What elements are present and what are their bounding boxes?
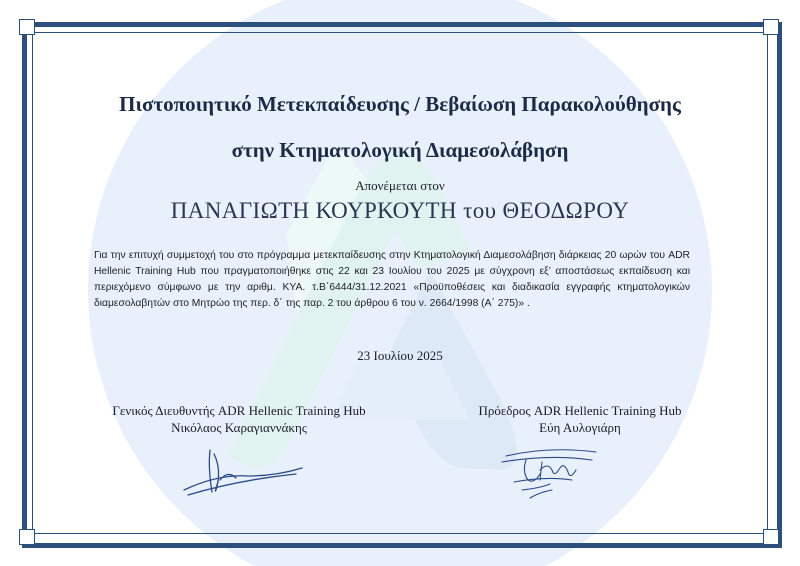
signatory-role: Πρόεδρος ADR Hellenic Training Hub (478, 403, 682, 418)
signatory-role: Γενικός Διευθυντής ADR Hellenic Training Hub (112, 403, 366, 418)
handwritten-signature-left (178, 440, 308, 500)
awarded-to-label: Απονέμεται στον (355, 178, 445, 193)
handwritten-signature-right (500, 440, 600, 506)
certificate-title: Πιστοποιητικό Μετεκπαίδευσης / Βεβαίωση Παρακολούθησης (119, 92, 681, 116)
certificate-date: 23 Ιουλίου 2025 (357, 348, 443, 363)
signature-block-right (420, 402, 740, 436)
signatory-name: Εύη Αυλογιάρη (539, 420, 621, 435)
signature-block-left (79, 402, 399, 436)
signatory-name: Νικόλαος Καραγιαννάκης (171, 420, 307, 435)
certificate-subtitle: στην Κτηματολογική Διαμεσολάβηση (231, 138, 569, 162)
certificate-body-text: Για την επιτυχή συμμετοχή του στο πρόγραμμα μετεκπαίδευσης στην Κτηματολογική Διαμεσολάβηση διάρκειας 20 ωρών του ADR Hellenic Training Hub που πραγματοποιήθηκε στις 22 και 23 Ιουλίου του 2025 με σύγχρονη εξ’ αποστάσεως εκπαίδευση και περιεχόμενο σύμφωνο με την αριθμ. ΚΥΑ. τ.Β΄6444/31.12.2021 «Προϋποθέσεις και διαδικασία εγγραφής κτηματολογικών διαμεσολαβητών στο Μητρώο της περ. δ΄ της παρ. 2 του άρθρου 6 του ν. 2664/1998 (Α΄ 275)» . (94, 250, 690, 310)
recipient-name: ΠΑΝΑΓΙΩΤΗ ΚΟΥΡΚΟΥΤΗ του ΘΕΟΔΩΡΟΥ (170, 198, 630, 223)
